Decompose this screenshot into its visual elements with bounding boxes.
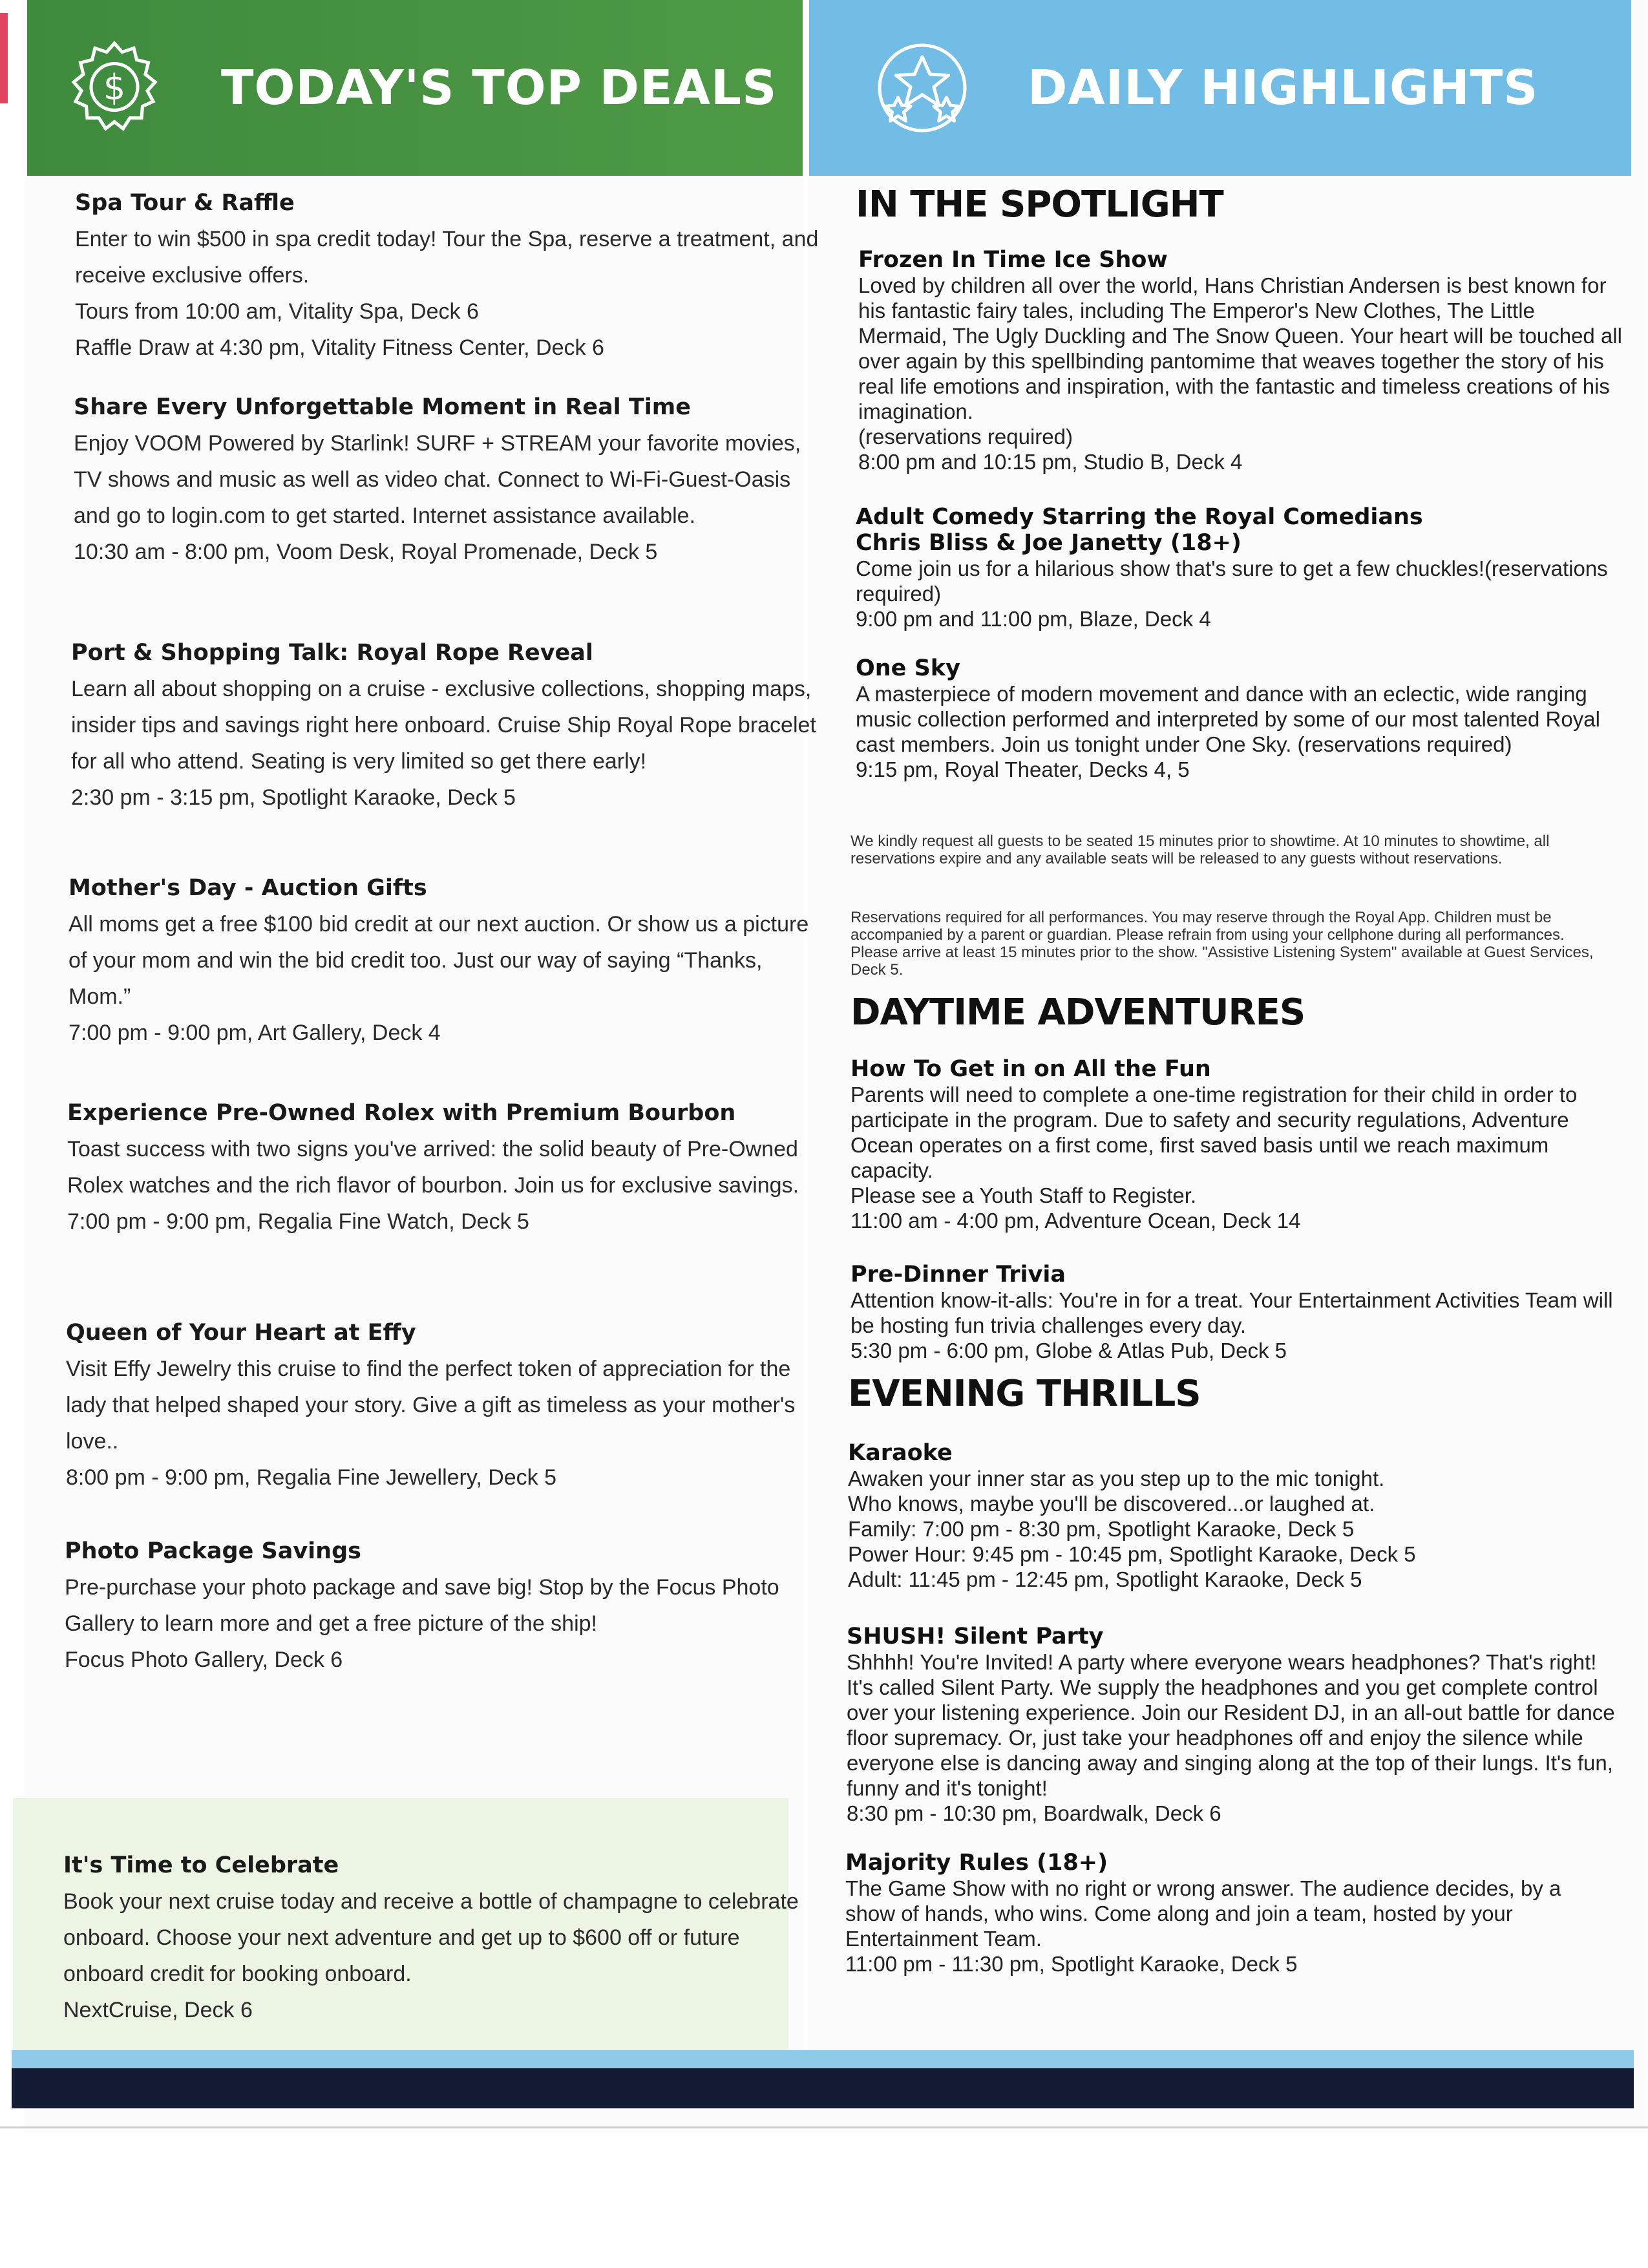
event-description: Attention know-it-alls: You're in for a treat. Your Entertainment Activities Team will be hosting fun trivia challenges every day. (850, 1288, 1613, 1337)
event-time: Power Hour: 9:45 pm - 10:45 pm, Spotlight Karaoke, Deck 5 (848, 1542, 1416, 1566)
event-time: 9:15 pm, Royal Theater, Decks 4, 5 (856, 758, 1190, 781)
event-adult-comedy (856, 504, 1625, 631)
event-subtitle: Chris Bliss & Joe Janetty (18+) (856, 530, 1241, 556)
deal-effy (66, 1317, 816, 1496)
deal-title: Port & Shopping Talk: Royal Rope Reveal (71, 640, 593, 666)
event-description: Come join us for a hilarious show that's sure to get a few chuckles!(reservations required) (856, 556, 1608, 606)
deal-meta: 8:00 pm - 9:00 pm, Regalia Fine Jewellery, Deck 5 (66, 1465, 557, 1490)
event-time: 9:00 pm and 11:00 pm, Blaze, Deck 4 (856, 607, 1211, 631)
deal-description: Visit Effy Jewelry this cruise to find the perfect token of appreciation for the lady that helped shaped your story. Give a gift as timeless as your mother's love.. (66, 1357, 796, 1454)
stars-circle-icon (874, 39, 971, 136)
deal-shopping-talk (71, 637, 821, 816)
event-time: 8:30 pm - 10:30 pm, Boardwalk, Deck 6 (847, 1801, 1221, 1825)
event-description: Parents will need to complete a one-time registration for their child in order to participate in the program. Due to safety and security regulations, Adventure Ocean operates on a first come, first saved basis until we reach maximum capacity. (850, 1083, 1578, 1182)
event-description: The Game Show with no right or wrong answer. The audience decides, by a show of hands, who wins. Come along and join a team, hosted by your Entertainment Team. (845, 1876, 1561, 1951)
event-title: How To Get in on All the Fun (850, 1056, 1211, 1082)
deal-spa-tour (75, 187, 825, 366)
deal-description: Enter to win $500 in spa credit today! Tour the Spa, reserve a treatment, and receive exclusive offers. (75, 227, 819, 288)
deal-title: Queen of Your Heart at Effy (66, 1320, 416, 1346)
deal-title: Share Every Unforgettable Moment in Real Time (74, 394, 691, 420)
deal-meta: 2:30 pm - 3:15 pm, Spotlight Karaoke, Deck 5 (71, 785, 516, 810)
deal-meta: Raffle Draw at 4:30 pm, Vitality Fitness Center, Deck 6 (75, 335, 604, 360)
event-adventure-ocean (850, 1056, 1620, 1233)
deal-description: Enjoy VOOM Powered by Starlink! SURF + STREAM your favorite movies, TV shows and music as well as video chat. Connect to Wi-Fi-Guest-Oasis and go to login.com to get started. Internet assistance available. (74, 431, 801, 528)
deal-photo-package (65, 1536, 814, 1678)
event-title: Majority Rules (18+) (845, 1850, 1108, 1876)
event-title: SHUSH! Silent Party (847, 1624, 1104, 1649)
event-time: 11:00 am - 4:00 pm, Adventure Ocean, Deck 14 (850, 1209, 1301, 1233)
deal-auction-gifts (69, 873, 818, 1051)
event-time: 5:30 pm - 6:00 pm, Globe & Atlas Pub, Deck 5 (850, 1339, 1287, 1362)
highlights-header (809, 0, 1631, 176)
reservation-notice: Reservations required for all performances. You may reserve through the Royal App. Children must be accompanied by a parent or guardian. Please refrain from using your cellphone during all performances. Please arrive at least 15 minutes prior to the show. "Assistive Listening System" available at Guest Services, Deck 5. (850, 909, 1594, 979)
event-time: 11:00 pm - 11:30 pm, Spotlight Karaoke, Deck 5 (845, 1952, 1298, 1976)
event-title: One Sky (856, 655, 960, 681)
deal-title: Photo Package Savings (65, 1538, 361, 1564)
deal-voom (74, 392, 823, 570)
deal-meta: 7:00 pm - 9:00 pm, Regalia Fine Watch, Deck 5 (67, 1209, 529, 1234)
deal-description: Toast success with two signs you've arrived: the solid beauty of Pre-Owned Rolex watches and the rich flavor of bourbon. Join us for exclusive savings. (67, 1137, 799, 1198)
deal-meta: Tours from 10:00 am, Vitality Spa, Deck 6 (75, 299, 479, 324)
deal-meta: NextCruise, Deck 6 (63, 1998, 253, 2022)
deal-description: Book your next cruise today and receive a bottle of champagne to celebrate onboard. Choose your next adventure and get up to $600 off or future onboard credit for booking onboard. (63, 1889, 799, 1986)
event-silent-party (847, 1624, 1616, 1826)
event-title: Adult Comedy Starring the Royal Comedians (856, 504, 1423, 530)
event-time: 8:00 pm and 10:15 pm, Studio B, Deck 4 (858, 450, 1243, 474)
deal-description: All moms get a free $100 bid credit at our next auction. Or show us a picture of your mom and win the bid credit too. Just our way of saying “Thanks, Mom.” (69, 912, 809, 1009)
deal-title: It's Time to Celebrate (63, 1852, 339, 1878)
event-title: Karaoke (848, 1440, 953, 1466)
deal-rolex-bourbon (67, 1097, 817, 1240)
event-description: Loved by children all over the world, Hans Christian Andersen is best known for his fantastic fairy tales, including The Emperor's New Clothes, The Little Mermaid, The Ugly Duckling and The Snow Queen. Your heart will be touched all over again by this spellbinding pantomime that weaves together the story of his real life emotions and inspiration, with the fantastic and timeless creations of his imagination. (858, 273, 1622, 423)
event-time: Adult: 11:45 pm - 12:45 pm, Spotlight Karaoke, Deck 5 (848, 1567, 1362, 1591)
spotlight-heading: IN THE SPOTLIGHT (856, 184, 1223, 226)
deal-title: Spa Tour & Raffle (75, 190, 295, 216)
deals-header (27, 0, 803, 176)
event-note: Please see a Youth Staff to Register. (850, 1183, 1197, 1207)
event-description: A masterpiece of modern movement and dance with an eclectic, wide ranging music collection performed and interpreted by some of our most talented Royal cast members. Join us tonight under One Sky. (reservations required) (856, 682, 1600, 756)
deals-column (27, 176, 819, 2050)
deal-title: Mother's Day - Auction Gifts (69, 875, 427, 901)
event-time: Family: 7:00 pm - 8:30 pm, Spotlight Karaoke, Deck 5 (848, 1517, 1355, 1541)
svg-text:$: $ (103, 67, 126, 108)
daytime-heading: DAYTIME ADVENTURES (850, 991, 1305, 1033)
deal-celebrate (63, 1850, 813, 2028)
event-description: Who knows, maybe you'll be discovered...or laughed at. (848, 1492, 1375, 1516)
event-trivia (850, 1262, 1620, 1363)
event-majority-rules (845, 1850, 1614, 1977)
deal-title: Experience Pre-Owned Rolex with Premium Bourbon (67, 1100, 736, 1126)
dollar-badge-icon (66, 39, 163, 136)
seating-notice: We kindly request all guests to be seated 15 minutes prior to showtime. At 10 minutes to showtime, all reservations expire and any available seats will be released to any guests without reservations. (850, 832, 1550, 867)
event-description: Shhhh! You're Invited! A party where everyone wears headphones? That's right! It's called Silent Party. We supply the headphones and you get complete control over your listening experience. Join our Resident DJ, in an all-out battle for dance floor supremacy. Or, just take your headphones off and enjoy the silence while everyone else is dancing away and singing along at the top of their lungs. It's fun, funny and it's tonight! (847, 1650, 1615, 1800)
deal-meta: Focus Photo Gallery, Deck 6 (65, 1648, 343, 1672)
event-one-sky (856, 655, 1625, 782)
deal-meta: 7:00 pm - 9:00 pm, Art Gallery, Deck 4 (69, 1021, 441, 1045)
event-karaoke (848, 1440, 1617, 1592)
evening-heading: EVENING THRILLS (848, 1373, 1201, 1415)
event-frozen-in-time (858, 247, 1627, 474)
event-title: Frozen In Time Ice Show (858, 247, 1168, 273)
footer-accent-band (12, 2050, 1634, 2068)
event-note: (reservations required) (858, 425, 1073, 449)
footer-bar (12, 2068, 1634, 2108)
deals-title: TODAY'S TOP DEALS (221, 60, 777, 116)
page-bottom-rule (0, 2126, 1648, 2128)
page-edge-mark (0, 13, 8, 103)
highlights-title: DAILY HIGHLIGHTS (1028, 60, 1539, 116)
deal-description: Learn all about shopping on a cruise - exclusive collections, shopping maps, insider tips and savings right here onboard. Cruise Ship Royal Rope bracelet for all who attend. Seating is very limited so get there early! (71, 677, 816, 774)
deal-meta: 10:30 am - 8:00 pm, Voom Desk, Royal Promenade, Deck 5 (74, 540, 658, 564)
deal-description: Pre-purchase your photo package and save big! Stop by the Focus Photo Gallery to learn more and get a free picture of the ship! (65, 1575, 779, 1636)
event-description: Awaken your inner star as you step up to the mic tonight. (848, 1467, 1385, 1490)
event-title: Pre-Dinner Trivia (850, 1262, 1066, 1288)
